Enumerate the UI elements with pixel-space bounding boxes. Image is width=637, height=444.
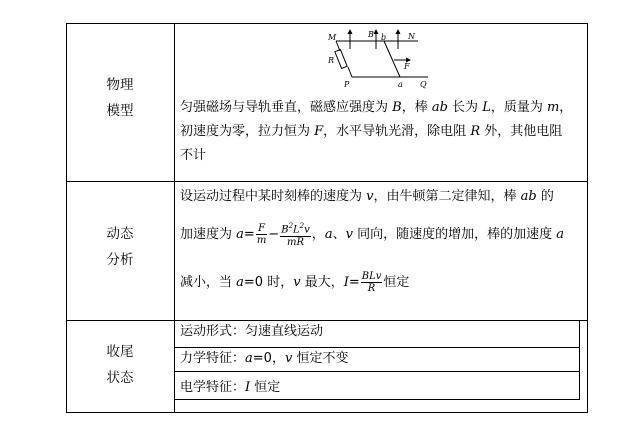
math-symbol: ab (431, 100, 448, 115)
text-span: 匀强磁场与导轨垂直，磁感应强度为 (180, 100, 393, 115)
sub-divider-3 (175, 399, 580, 400)
text-span: 运动形式：匀速直线运动 (180, 324, 324, 339)
label-line: 模型 (106, 103, 134, 119)
model-description (180, 96, 572, 168)
frac-num (280, 221, 311, 236)
fraction-B2L2v-over-mR (280, 221, 311, 247)
symbol-v: v (345, 227, 353, 242)
text-span: ，棒 (401, 100, 432, 115)
text-span: 的 (536, 189, 554, 204)
frac-num: F (256, 223, 267, 235)
label-B: B (368, 30, 374, 39)
frac-den: m (256, 235, 267, 246)
text-span: 、 (332, 227, 346, 242)
frac-part: L (293, 224, 300, 236)
text-span: − (268, 227, 280, 242)
label-P: P (344, 80, 350, 89)
label-line: 收尾 (106, 344, 134, 360)
math-symbol: m (546, 100, 560, 115)
label-Q: Q (420, 80, 427, 89)
row-divider-2 (66, 320, 588, 321)
analysis-line-1 (180, 188, 554, 206)
text-span: ，由牛顿第二定律知，棒 (373, 189, 521, 204)
text-span: 同向，随速度的增加，棒的加速度 (352, 227, 557, 242)
text-span: ，质量为 (490, 100, 547, 115)
symbol-a: a (236, 227, 244, 242)
border-bottom (66, 412, 588, 413)
frac-den: R (367, 283, 376, 294)
text-span: 不计 (180, 148, 207, 163)
text-span: 设运动过程中某时刻棒的速度为 (180, 189, 367, 204)
border-right (587, 23, 588, 413)
symbol-a: a (236, 275, 244, 290)
text-span: 力学特征： (180, 351, 246, 366)
sub-inner-border (579, 320, 580, 400)
analysis-line-3 (180, 268, 409, 298)
mechanical-feature (180, 350, 348, 368)
row-label-dynamic-analysis (66, 224, 174, 270)
frac-sup: 2 (299, 222, 305, 231)
rail-diagram (318, 27, 438, 89)
resistor-R (335, 50, 347, 69)
text-span: 电学特征： (180, 380, 246, 395)
fraction-F-over-m (256, 223, 267, 246)
text-span: =0， (252, 351, 285, 366)
left-connector-bottom (348, 67, 352, 77)
text-span: 减小，当 (180, 275, 237, 290)
math-symbol: a (245, 351, 253, 366)
text-span: = (243, 227, 255, 242)
text-line (180, 96, 572, 120)
row-label-physical-model (66, 75, 174, 121)
text-span: ， (311, 227, 325, 242)
label-M: M (328, 33, 337, 42)
symbol-v: v (293, 275, 301, 290)
text-span: 初速度为零，拉力恒为 (180, 124, 315, 139)
symbol-a: a (556, 227, 564, 242)
text-span: 恒定不变 (292, 351, 349, 366)
fraction-BLv-over-R (361, 271, 383, 294)
text-span: = (348, 275, 360, 290)
motion-form (180, 323, 323, 341)
text-span: ， (559, 100, 573, 115)
label-line: 动态 (106, 226, 134, 242)
math-symbol: I (245, 380, 251, 395)
border-top (66, 23, 588, 24)
label-a: a (398, 80, 403, 89)
math-symbol: R (470, 124, 481, 139)
text-span: 最大， (300, 275, 344, 290)
math-symbol: v (366, 189, 374, 204)
label-line: 物理 (106, 77, 134, 93)
math-symbol: v (284, 351, 293, 366)
label-N: N (408, 32, 415, 41)
label-R: R (328, 56, 335, 65)
frac-part: v (304, 224, 310, 236)
electrical-feature (180, 379, 280, 397)
label-b: b (381, 33, 387, 42)
text-span: 加速度为 (180, 227, 237, 242)
text-line (180, 144, 572, 168)
math-symbol: B (392, 100, 402, 115)
text-span: 外，其他电阻 (480, 124, 563, 139)
frac-num: BLv (361, 271, 382, 282)
text-span: 长为 (447, 100, 483, 115)
label-line: 状态 (106, 370, 134, 386)
text-line (180, 120, 572, 144)
row-label-final-state (66, 342, 174, 388)
math-symbol: L (482, 100, 491, 115)
column-divider (174, 23, 175, 413)
analysis-line-2 (180, 220, 564, 250)
symbol-I: I (343, 275, 349, 290)
frac-den: mR (286, 236, 304, 248)
sub-divider-2 (175, 371, 580, 372)
row-divider-1 (66, 181, 588, 182)
label-line: 分析 (106, 252, 134, 268)
frac-sup: 2 (288, 222, 294, 231)
text-span: 恒定 (250, 380, 281, 395)
text-span: =0 时， (243, 275, 294, 290)
frac-part: B (281, 224, 289, 236)
symbol-a: a (324, 227, 333, 242)
math-symbol: F (314, 124, 324, 139)
math-symbol: ab (520, 189, 537, 204)
text-span: 恒定 (383, 275, 410, 290)
text-span: ，水平导轨光滑，除电阻 (323, 124, 471, 139)
label-F: F (404, 62, 410, 71)
sub-divider-1 (175, 347, 580, 348)
